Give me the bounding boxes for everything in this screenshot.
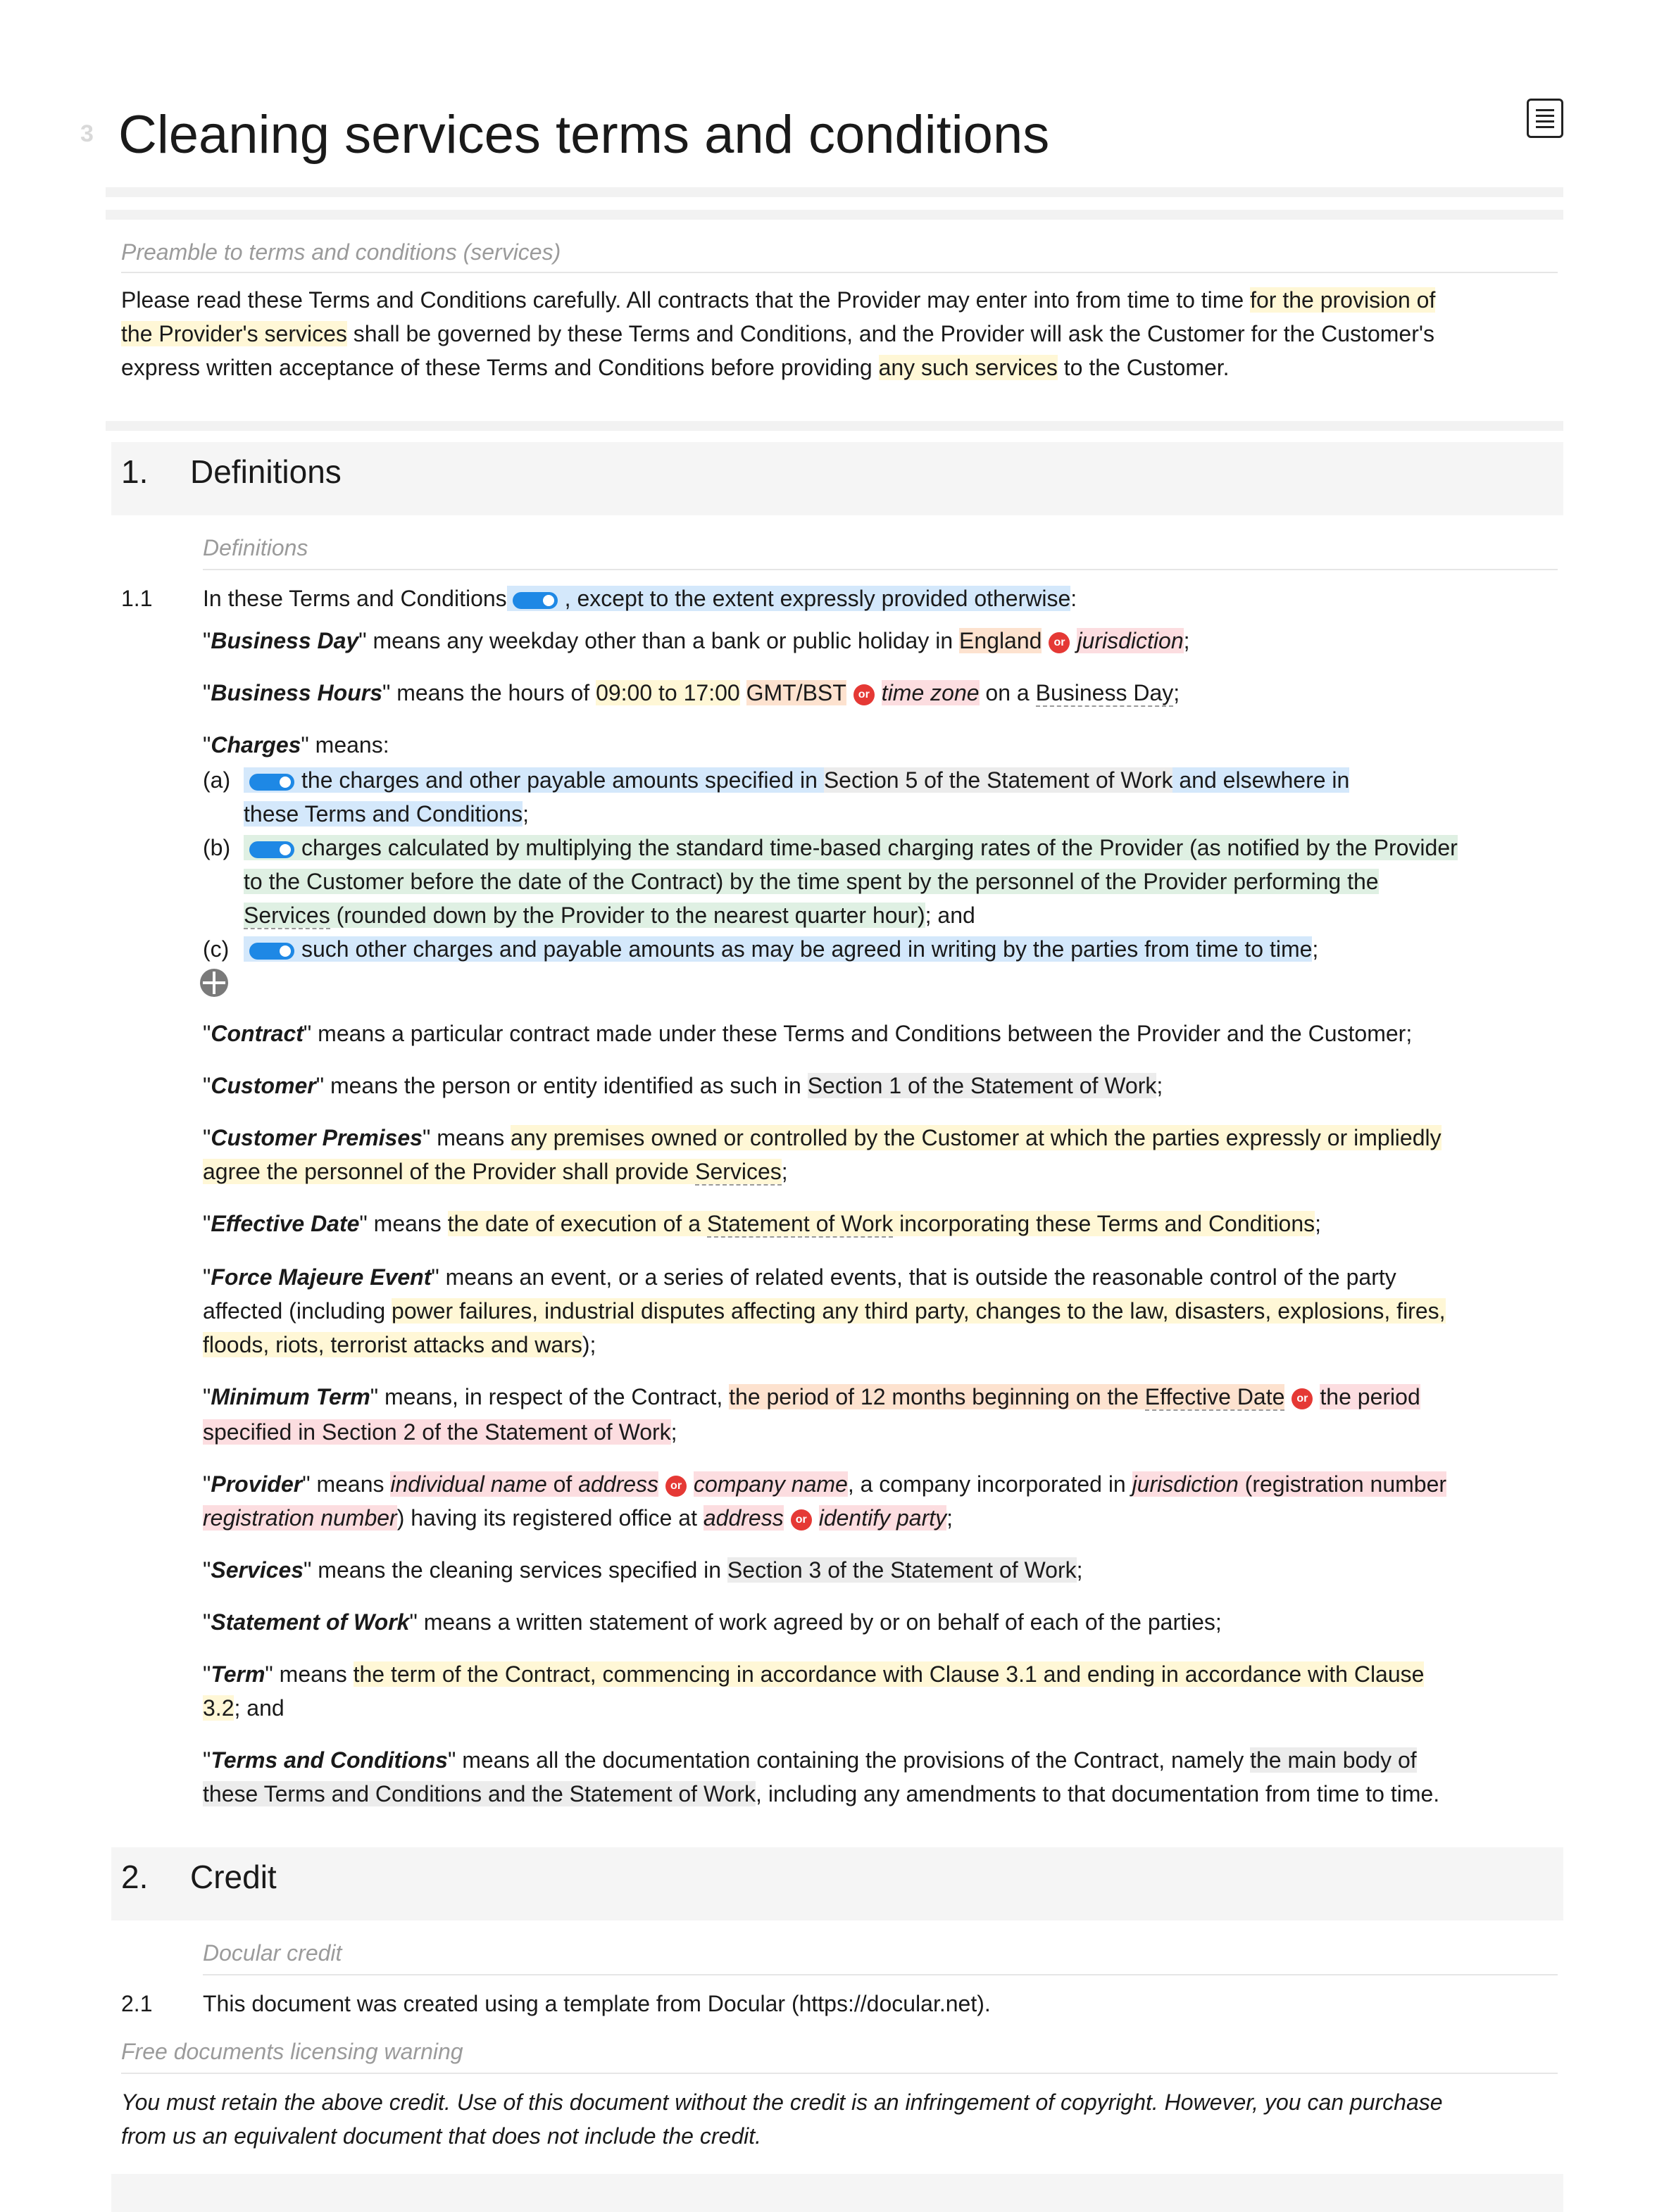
section-number: 1.	[121, 453, 149, 490]
charges-item-b: charges calculated by multiplying the standard time-based charging rates of the Provider (as notified by the Provider	[244, 831, 1458, 865]
or-badge[interactable]: or	[853, 684, 875, 705]
definition-customer: "Customer" means the person or entity identified as such in Section 1 of the Statement of Work;	[203, 1073, 1163, 1098]
label-rule	[121, 2073, 1558, 2074]
clause-number: 1.1	[121, 586, 153, 611]
clause-intro: In these Terms and Conditions , except to the extent expressly provided otherwise:	[203, 586, 1077, 611]
clause-label: Docular credit	[203, 1940, 342, 1966]
preamble-line-1: Please read these Terms and Conditions carefully. All contracts that the Provider may enter into from time to time for the provision of	[121, 287, 1436, 313]
document-title: Cleaning services terms and conditions	[118, 105, 1050, 165]
charges-item-c: such other charges and payable amounts as may be agreed in writing by the parties from time to time;	[244, 932, 1318, 966]
clause-label: Definitions	[203, 535, 308, 560]
section-divider	[106, 421, 1563, 431]
or-badge[interactable]: or	[1292, 1388, 1313, 1409]
section-divider	[106, 210, 1563, 220]
list-item-label: (a)	[203, 767, 231, 793]
charges-item-b-line-2: to the Customer before the date of the Contract) by the time spent by the personnel of the Provider performing the	[244, 869, 1379, 894]
definition-term-line-2: 3.2; and	[203, 1695, 284, 1721]
definition-term: "Term" means the term of the Contract, commencing in accordance with Clause 3.1 and ending in accordance with Clause	[203, 1661, 1425, 1687]
definition-contract: "Contract" means a particular contract made under these Terms and Conditions between the Provider and the Customer;	[203, 1021, 1413, 1046]
definition-business-day: "Business Day" means any weekday other than a bank or public holiday in England or jurisdiction;	[203, 628, 1190, 653]
title-divider	[106, 187, 1563, 197]
definition-charges: "Charges" means:	[203, 732, 389, 758]
drag-handle-icon[interactable]: 3	[80, 120, 94, 147]
label-rule	[203, 1974, 1558, 1975]
section-heading-2[interactable]	[111, 1847, 1563, 1921]
or-badge[interactable]: or	[791, 1509, 812, 1531]
definition-customer-premises: "Customer Premises" means any premises owned or controlled by the Customer at which the parties expressly or impliedly	[203, 1125, 1442, 1150]
document-outline-icon[interactable]	[1527, 99, 1563, 138]
charges-item-a-line-2: these Terms and Conditions;	[244, 801, 529, 827]
definition-terms-and-conditions-line-2: these Terms and Conditions and the Statement of Work, including any amendments to that documentation from time to time.	[203, 1781, 1440, 1806]
label-rule	[203, 569, 1558, 570]
warning-text-line-2: from us an equivalent document that does not include the credit.	[121, 2123, 761, 2149]
add-item-icon[interactable]	[200, 969, 228, 997]
warning-text-line-1: You must retain the above credit. Use of this document without the credit is an infringement of copyright. However, you can purchase	[121, 2090, 1443, 2115]
definition-provider: "Provider" means individual name of address or company name, a company incorporated in jurisdiction (registration number	[203, 1471, 1447, 1497]
charges-item-a: the charges and other payable amounts specified in Section 5 of the Statement of Work and elsewhere in	[244, 763, 1349, 797]
section-number: 2.	[121, 1859, 149, 1895]
or-badge[interactable]: or	[1049, 632, 1070, 653]
preamble-line-3: express written acceptance of these Terms and Conditions before providing any such services to the Customer.	[121, 355, 1230, 380]
definition-minimum-term-line-2: specified in Section 2 of the Statement of Work;	[203, 1419, 677, 1445]
definition-business-hours: "Business Hours" means the hours of 09:00 to 17:00 GMT/BST or time zone on a Business Day;	[203, 680, 1180, 705]
definition-force-majeure-line-3: floods, riots, terrorist attacks and wars);	[203, 1332, 596, 1357]
section-title: Credit	[190, 1859, 277, 1895]
credit-clause: This document was created using a template from Docular (https://docular.net).	[203, 1991, 991, 2016]
or-badge[interactable]: or	[665, 1476, 687, 1497]
definition-statement-of-work: "Statement of Work" means a written statement of work agreed by or on behalf of each of the parties;	[203, 1609, 1222, 1635]
definition-services: "Services" means the cleaning services specified in Section 3 of the Statement of Work;	[203, 1557, 1083, 1583]
list-item-label: (c)	[203, 936, 230, 962]
section-title: Definitions	[190, 453, 342, 490]
definition-force-majeure-line-2: affected (including power failures, industrial disputes affecting any third party, changes to the law, disasters, explosions, fires,	[203, 1298, 1446, 1324]
definition-force-majeure: "Force Majeure Event" means an event, or a series of related events, that is outside the reasonable control of the party	[203, 1264, 1396, 1290]
preamble-label: Preamble to terms and conditions (services)	[121, 239, 561, 265]
toggle-switch[interactable]	[513, 592, 558, 609]
next-section-bar	[111, 2174, 1563, 2212]
toggle-switch[interactable]	[249, 774, 294, 791]
label-rule	[121, 272, 1558, 273]
definition-minimum-term: "Minimum Term" means, in respect of the Contract, the period of 12 months beginning on the Effective Date or the period	[203, 1384, 1420, 1409]
list-item-label: (b)	[203, 835, 231, 860]
warning-label: Free documents licensing warning	[121, 2039, 463, 2064]
clause-number: 2.1	[121, 1991, 153, 2016]
definition-effective-date: "Effective Date" means the date of execution of a Statement of Work incorporating these Terms and Conditions;	[203, 1211, 1322, 1236]
toggle-switch[interactable]	[249, 943, 294, 960]
definition-provider-line-2: registration number) having its registered office at address or identify party;	[203, 1505, 953, 1531]
definition-customer-premises-line-2: agree the personnel of the Provider shall provide Services;	[203, 1159, 788, 1184]
charges-item-b-line-3: Services (rounded down by the Provider to the nearest quarter hour); and	[244, 903, 975, 928]
preamble-line-2: the Provider's services shall be governed by these Terms and Conditions, and the Provider will ask the Customer for the Customer's	[121, 321, 1434, 346]
title-row	[77, 99, 1563, 176]
definition-terms-and-conditions: "Terms and Conditions" means all the documentation containing the provisions of the Contract, namely the main body of	[203, 1747, 1417, 1773]
toggle-switch[interactable]	[249, 841, 294, 858]
